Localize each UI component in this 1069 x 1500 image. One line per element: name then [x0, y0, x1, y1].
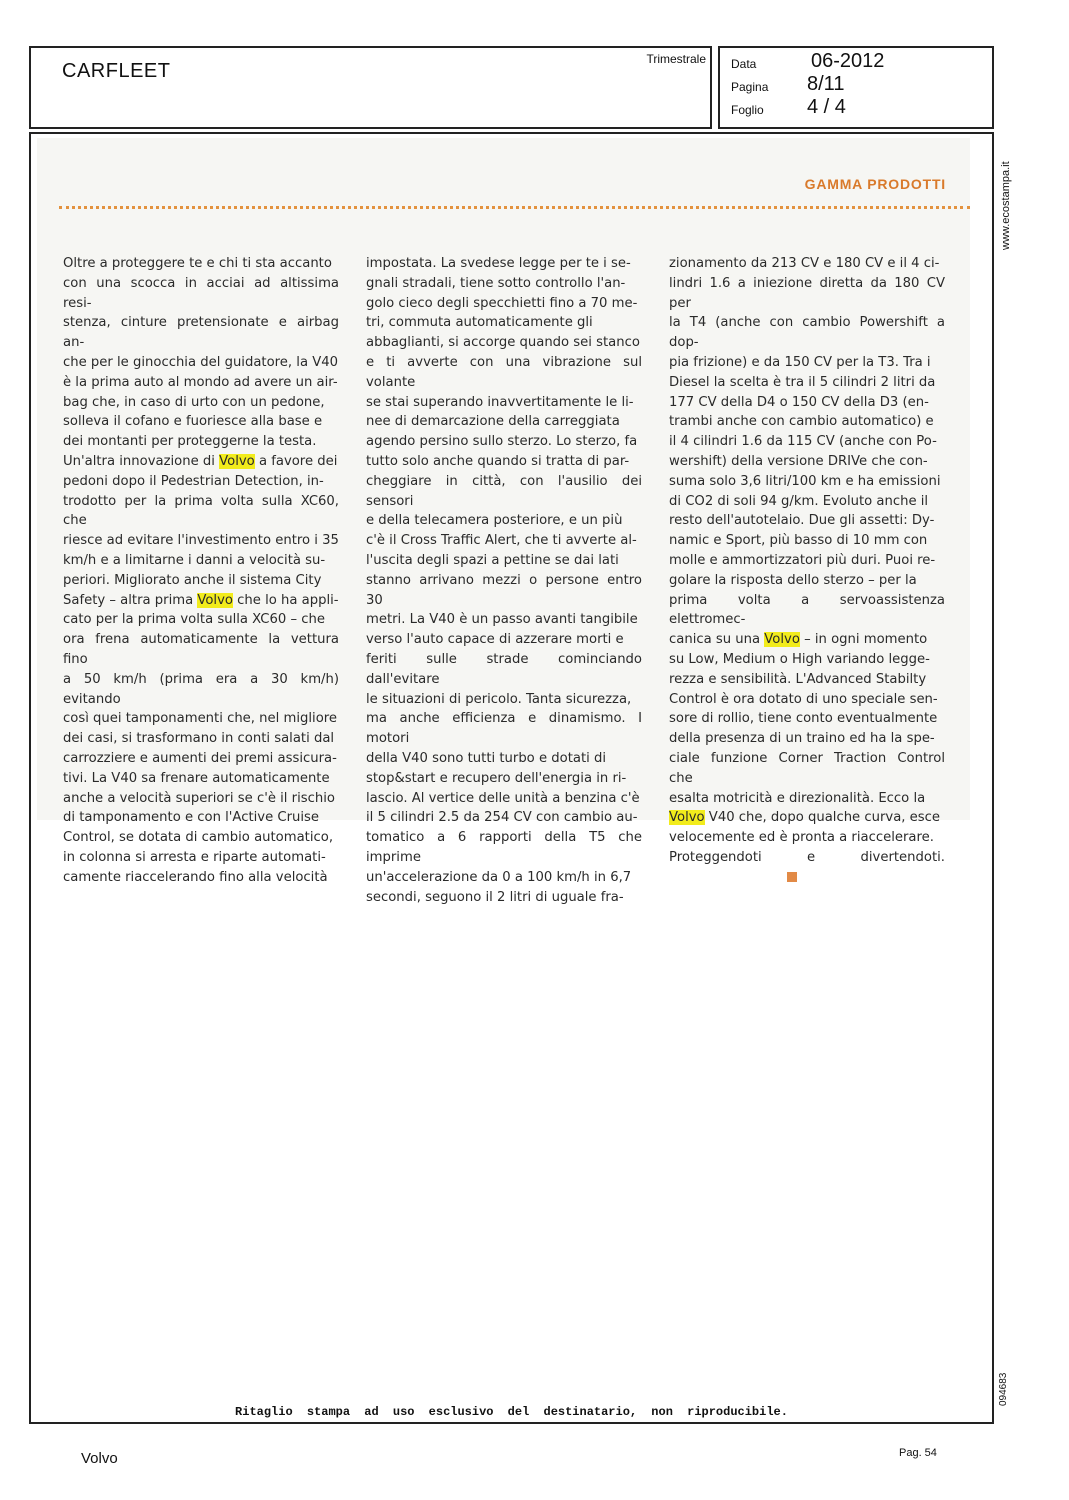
clipping-frame	[29, 132, 994, 1424]
highlight-volvo: Volvo	[197, 592, 233, 608]
dotted-divider	[59, 206, 970, 209]
sheet-label: Foglio	[731, 103, 764, 117]
col2-text: impostata. La svedese legge per te i se- gnali stradali, tiene sotto controllo l'an- golo cieco degli specchietti fino a 70 me- tri, commuta automaticamente gli abbaglianti, si accorge quando sei stanco e ti avverte con una vibrazione sul volante se stai superando inavvertitamente le li- nee di demarcazione della carreggiata agendo persino sullo sterzo. Lo sterzo, fa tutto solo anche quando si tratta di par- cheggiare in città, con l'ausilio dei sensori e della telecamera posteriore, e un più c'è il Cross Traffic Alert, che ti avverte al- l'uscita degli spazi a pettine se dai lati stanno arrivano mezzi o persone entro 30 metri. La V40 è un passo avanti tangibile verso l'auto capace di azzerare morti e feriti sulle strade cominciando dall'evitare le situazioni di pericolo. Tanta sicurezza, ma anche efficienza e dinamismo. I motori della V40 sono tutti turbo e dotati di stop&start e recupero dell'energia in ri- lascio. Al vertice delle unità a benzina c'è il 5 cilindri 2.5 da 254 CV con cambio au- tomatico a 6 rapporti della T5 che imprime un'accelerazione da 0 a 100 km/h in 6,7 secondi, seguono il 2 litri di uguale fra-	[366, 256, 642, 905]
col3-text-b: – in ogni momento su Low, Medium o High variando legge- rezza e sensibilità. L'Advanced Stabilty Control è ora dotato di uno speciale sen- sore di rollio, tiene conto eventualmente della presenza di un traino ed ha la spe- ciale funzione Corner Traction Control che esalta motricità e direzionalità. Ecco la	[669, 632, 945, 806]
publication-name: CARFLEET	[62, 60, 171, 82]
footer-keyword: Volvo	[81, 1450, 118, 1467]
article-column-3	[669, 254, 945, 888]
clipping-disclaimer: Ritaglio stampa ad uso esclusivo del destinatario, non riproducibile.	[235, 1405, 788, 1419]
col1-text-a: Oltre a proteggere te e chi ti sta accanto con una scocca in acciai ad altissima resi- stenza, cinture pretensionate e airbag an- che per le ginocchia del guidatore, la V40 è la prima auto al mondo ad avere un air- bag che, in caso di urto con un pedone, solleva il cofano e fuoriesce alla base e dei montanti per proteggerne la testa. Un'altra innovazione di	[63, 256, 339, 469]
footer-page-number: Pag. 54	[899, 1447, 937, 1459]
meta-page-row	[731, 74, 981, 96]
meta-sheet-row	[731, 97, 981, 119]
article-scan	[37, 138, 970, 905]
sheet-value: 4 / 4	[807, 96, 846, 118]
col3-text-c: V40 che, dopo qualche curva, esce velocemente ed è pronta a riaccelerare. Proteggendoti e divertendoti.	[669, 810, 945, 865]
end-of-article-icon	[787, 872, 797, 882]
header-publication-box	[29, 46, 712, 129]
col3-text-a: zionamento da 213 CV e 180 CV e il 4 ci- lindri 1.6 a iniezione diretta da 180 CV per la T4 (anche con cambio Powershift a dop- pia frizione) e da 150 CV per la T3. Tra i Diesel la scelta è tra il 5 cilindri 2 litri da 177 CV della D4 o 150 CV della D3 (en- trambi anche con cambio automatico) e il 4 cilindri 1.6 da 115 CV (anche con Po- wershift) della versione DRIVe che con- suma solo 3,6 litri/100 km e ha emissioni di CO2 di soli 94 g/km. Evoluto anche il resto dell'autotelaio. Due gli assetti: Dy- namic e Sport, più basso di 10 mm con molle e ammortizzatori più duri. Puoi re- golare la risposta dello sterzo – per la prima volta a servoassistenza elettromec- canica su una	[669, 256, 945, 648]
highlight-volvo: Volvo	[764, 632, 800, 648]
bottom-rule	[31, 1422, 992, 1424]
frequency-label: Trimestrale	[646, 52, 706, 66]
highlight-volvo: Volvo	[219, 453, 255, 469]
page-label: Pagina	[731, 80, 769, 94]
article-column-2	[366, 254, 642, 907]
section-title: GAMMA PRODOTTI	[804, 176, 946, 192]
article-column-1	[63, 254, 339, 888]
highlight-volvo: Volvo	[669, 810, 705, 826]
meta-date-row	[731, 51, 981, 73]
side-code: 094683	[998, 1372, 1009, 1406]
date-label: Data	[731, 57, 757, 71]
page-value: 8/11	[807, 73, 845, 95]
side-url: www.ecostampa.it	[1000, 161, 1012, 250]
header-meta-box	[718, 46, 994, 129]
col1-text-b: a favore dei pedoni dopo il Pedestrian Detection, in- trodotto per la prima volta sulla XC60, che riesce ad evitare l'investimento entro i 35 km/h e a limitarne i danni a velocità su- periori. Migliorato anche il sistema City Safety – altra prima	[63, 453, 339, 608]
date-value: 06-2012	[811, 50, 885, 72]
col1-text-c: che lo ha appli- cato per la prima volta sulla XC60 – che ora frena automaticamente la vettura fino a 50 km/h (prima era a 30 km/h) evitando così quei tamponamenti che, nel migliore dei casi, si trasformano in conti salati dal carrozziere e aumenti dei premi assicura- tivi. La V40 sa frenare automaticamente anche a velocità superiori se c'è il rischio di tamponamento e con l'Active Cruise Control, se dotata di cambio automatico, in colonna si arresta e riparte automati- camente riaccelerando fino alla velocità	[63, 592, 339, 885]
